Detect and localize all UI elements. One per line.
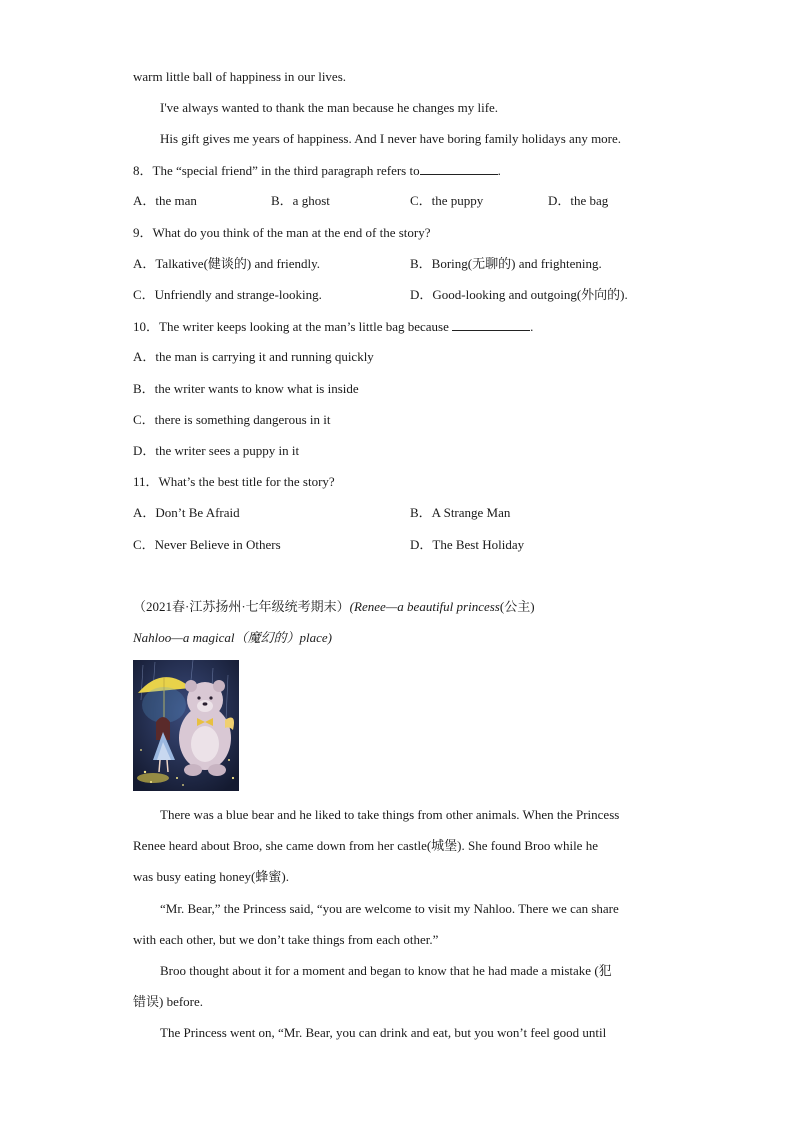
passage-line: “Mr. Bear,” the Princess said, “you are welcome to visit my Nahloo. There we can share [160, 901, 619, 916]
option-d[interactable]: D．The Best Holiday [410, 537, 525, 552]
option-a[interactable]: A．the man is carrying it and running quickly [133, 349, 374, 364]
option-d[interactable]: D．the bag [548, 193, 609, 208]
passage-line: Renee heard about Broo, she came down from her castle(城堡). She found Broo while he [133, 838, 598, 853]
option-a[interactable]: A．Don’t Be Afraid [133, 505, 240, 520]
passage-line: 错误) before. [133, 994, 204, 1009]
option-d[interactable]: D．Good-looking and outgoing(外向的). [410, 287, 628, 302]
option-b[interactable]: B．A Strange Man [410, 505, 511, 520]
princess-and-bear-illustration [133, 660, 239, 791]
option-d[interactable]: D．the writer sees a puppy in it [133, 443, 300, 458]
option-b[interactable]: B．the writer wants to know what is inside [133, 381, 359, 396]
passage-line: was busy eating honey(蜂蜜). [133, 869, 289, 884]
passage-line: warm little ball of happiness in our lives. [133, 69, 347, 84]
option-b[interactable]: B．Boring(无聊的) and frightening. [410, 256, 602, 271]
option-a[interactable]: A．the man [133, 193, 197, 208]
option-a[interactable]: A．Talkative(健谈的) and friendly. [133, 256, 321, 271]
passage-line: I've always wanted to thank the man because he changes my life. [160, 100, 499, 115]
question-10-stem: 10．The writer keeps looking at the man’s little bag because . [133, 319, 534, 334]
option-c[interactable]: C．Unfriendly and strange-looking. [133, 287, 322, 302]
question-8-stem: 8．The “special friend” in the third paragraph refers to . [133, 163, 501, 178]
passage-line: Broo thought about it for a moment and began to know that he had made a mistake (犯 [160, 963, 612, 978]
passage-line: The Princess went on, “Mr. Bear, you can drink and eat, but you won’t feel good until [160, 1025, 607, 1040]
passage-line: with each other, but we don’t take things from each other.” [133, 932, 439, 947]
option-c[interactable]: C．the puppy [410, 193, 484, 208]
option-b[interactable]: B．a ghost [271, 193, 330, 208]
passage-line: There was a blue bear and he liked to take things from other animals. When the Princess [160, 807, 620, 822]
option-c[interactable]: C．Never Believe in Others [133, 537, 281, 552]
answer-blank[interactable] [420, 162, 498, 175]
section-header: （2021春·江苏扬州·七年级统考期末）(Renee—a beautiful princess(公主) [133, 599, 535, 614]
answer-blank[interactable] [452, 318, 530, 331]
passage-line: His gift gives me years of happiness. And I never have boring family holidays any more. [160, 131, 622, 146]
question-9-stem: 9．What do you think of the man at the end of the story? [133, 225, 431, 240]
section-note: Nahloo—a magical（魔幻的）place) [133, 630, 332, 645]
option-c[interactable]: C．there is something dangerous in it [133, 412, 331, 427]
question-11-stem: 11．What’s the best title for the story? [133, 474, 335, 489]
